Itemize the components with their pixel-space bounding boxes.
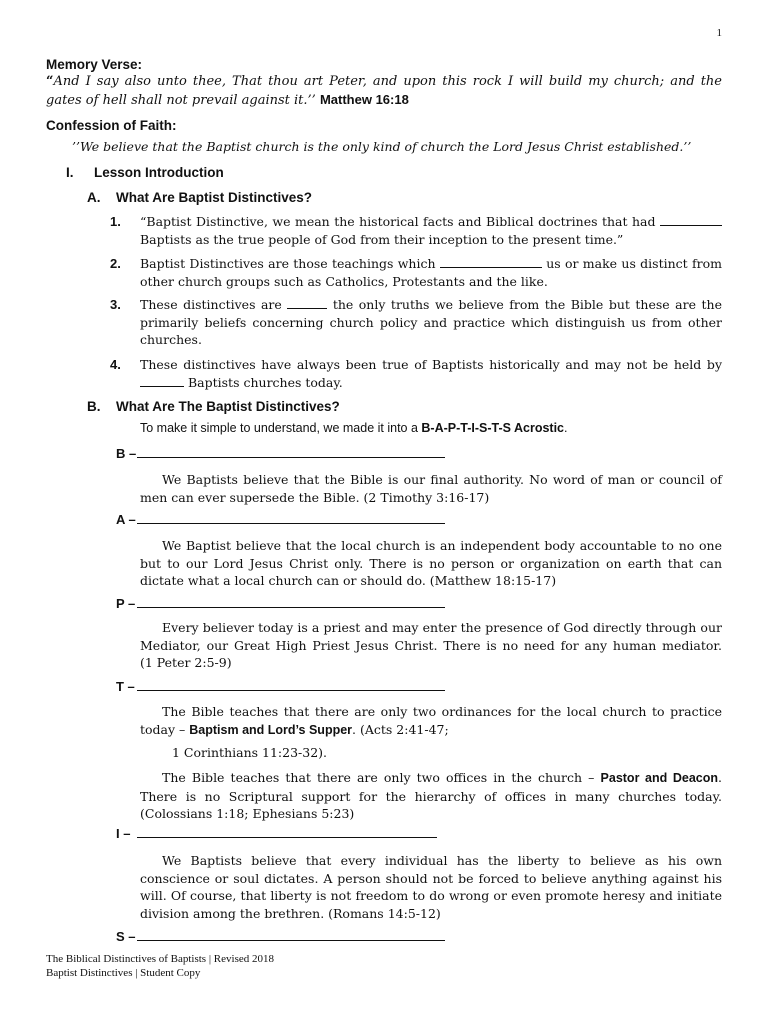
para-text: The Bible teaches that there are only two ordinances for the local church to practice today –: [140, 704, 722, 737]
section-numeral: I.: [66, 165, 74, 180]
list-item: [110, 213, 722, 248]
item-text: “Baptist Distinctive, we mean the historical facts and Biblical doctrines that had: [140, 214, 656, 229]
item-text: Baptists as the true people of God from their inception to the present time.”: [140, 231, 624, 247]
verse-open-quote: “: [46, 74, 54, 89]
fill-line: [137, 837, 437, 838]
subsection-b-title: What Are The Baptist Distinctives?: [116, 399, 340, 414]
subsection-b-letter: B.: [87, 399, 101, 414]
acrostic-letter-t: [116, 679, 135, 694]
page-number: 1: [716, 27, 722, 39]
fill-blank: [440, 255, 542, 268]
list-item: [110, 356, 722, 391]
confession-text: ’’We believe that the Baptist church is the only kind of church the Lord Jesus Christ established.’’: [72, 139, 692, 154]
section-title: Lesson Introduction: [94, 165, 224, 180]
fill-blank: [287, 296, 327, 309]
verse-body: And I say also unto thee, That thou art Peter, and upon this rock I will build my church; and the gates of hell shall not prevail against it.’’: [46, 74, 722, 108]
paragraph-t-offices: [140, 769, 722, 823]
letter-label: B –: [116, 446, 137, 461]
para-text: . There is no Scriptural support for the hierarchy of offices in many churches today. (Colossians 1:18; Ephesians 5:23): [140, 770, 722, 821]
verse-reference: Matthew 16:18: [319, 92, 409, 107]
para-bold: Baptism and Lord’s Supper: [189, 722, 353, 737]
fill-blank: [660, 213, 722, 226]
fill-line: [137, 940, 445, 941]
item-text: Baptist Distinctives are those teachings which: [140, 256, 436, 271]
paragraph-i: We Baptists believe that every individual has the liberty to believe as his own conscience or soul dictates. A person should not be forced to believe anything against his will. Of course, that liberty is not freedom to do wrong or even promote heresy and initiate division among the brethren. (Romans 14:5-12): [140, 853, 722, 921]
item-text: These distinctives are: [140, 297, 282, 312]
acrostic-letter-p: [116, 596, 135, 611]
fill-line: [137, 523, 445, 524]
confession-heading: Confession of Faith:: [46, 118, 177, 133]
acrostic-letter-a: [116, 512, 136, 527]
subsection-a-title: What Are Baptist Distinctives?: [116, 190, 313, 205]
list-number: 2.: [110, 256, 121, 271]
page-footer: [46, 952, 274, 980]
intro-period: .: [564, 421, 568, 435]
acrostic-intro: [140, 421, 568, 435]
item-text: These distinctives have always been true of Baptists historically and may not be held by: [140, 357, 722, 372]
footer-line: Baptist Distinctives | Student Copy: [46, 967, 201, 979]
paragraph-a: We Baptist believe that the local church is an independent body accountable to no one but to our Lord Jesus Christ only. There is no person or organization on earth that can dictate what a local church can or should do. (Matthew 18:15-17): [140, 538, 722, 588]
list-number: 1.: [110, 214, 121, 229]
acrostic-letter-i: [116, 826, 130, 841]
footer-line: The Biblical Distinctives of Baptists | Revised 2018: [46, 953, 274, 965]
paragraph-t-ref: 1 Corinthians 11:23-32).: [172, 745, 328, 760]
para-text: The Bible teaches that there are only two offices in the church –: [162, 770, 595, 785]
item-text: the only truths we believe from the Bible but these are the primarily beliefs concerning church policy and practice which distinguish us from other churches.: [140, 297, 722, 347]
item-text: Baptists churches today.: [187, 374, 343, 390]
para-bold: Pastor and Deacon: [600, 771, 718, 785]
fill-blank: [140, 374, 184, 387]
letter-label: P –: [116, 596, 136, 611]
letter-label: T –: [116, 679, 135, 694]
para-text: . (Acts 2:41-47;: [352, 721, 449, 737]
paragraph-b: We Baptists believe that the Bible is our final authority. No word of man or council of men can ever supersede the Bible. (2 Timothy 3:16-17): [140, 472, 722, 505]
fill-line: [137, 457, 445, 458]
letter-label: I –: [116, 826, 131, 841]
acrostic-letter-s: [116, 929, 136, 944]
letter-label: A –: [116, 512, 136, 527]
list-item: [110, 296, 722, 349]
letter-label: S –: [116, 929, 136, 944]
item-text: us or make us distinct from other church groups such as Catholics, Protestants and the like.: [140, 256, 722, 289]
fill-line: [137, 690, 445, 691]
list-number: 3.: [110, 297, 121, 312]
list-item: [110, 255, 722, 290]
acrostic-letter-b: [116, 446, 136, 461]
fill-line: [137, 607, 445, 608]
memory-verse-text: [46, 73, 722, 110]
paragraph-p: Every believer today is a priest and may enter the presence of God directly through our Mediator, our Great High Priest Jesus Christ. There is no need for any human mediator. (1 Peter 2:5-9): [140, 620, 754, 670]
list-number: 4.: [110, 357, 121, 372]
subsection-a-letter: A.: [87, 190, 101, 205]
paragraph-t-ordinances: [140, 703, 722, 739]
intro-text: To make it simple to understand, we made it into a: [140, 421, 418, 435]
acrostic-title: B-A-P-T-I-S-T-S Acrostic: [421, 421, 565, 435]
memory-verse-heading: Memory Verse:: [46, 57, 143, 72]
